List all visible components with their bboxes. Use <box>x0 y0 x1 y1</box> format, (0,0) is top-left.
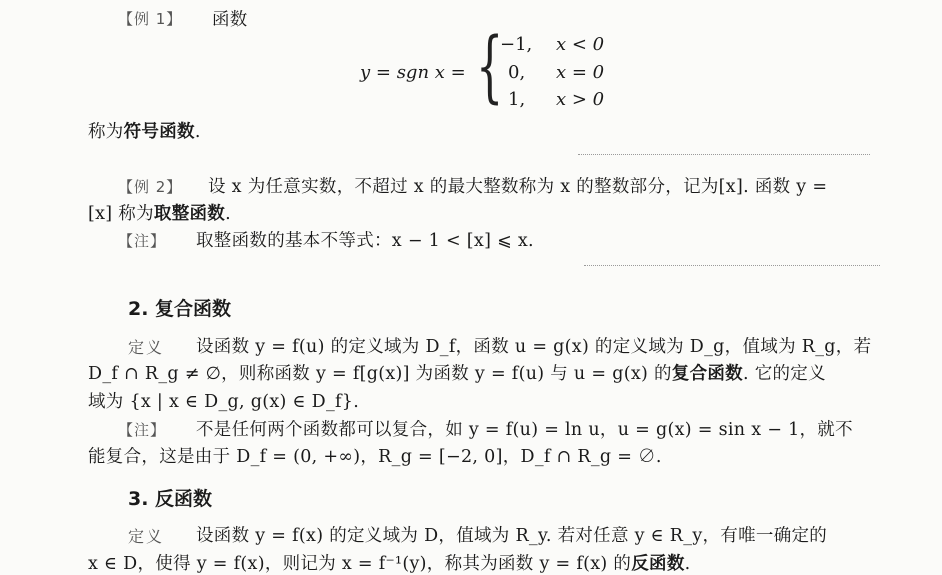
sign-function-term: 符号函数 <box>123 122 195 142</box>
note-2-line-1: 不是任何两个函数都可以复合，如 y = f(u) = ln u，u = g(x) = sin x − 1，就不 <box>196 420 853 440</box>
inverse-function-term: 反函数 <box>631 554 685 574</box>
definition-2-line-1: 设函数 y = f(u) 的定义域为 D_f，函数 u = g(x) 的定义域为 D_g，值域为 R_g，若 <box>196 337 872 357</box>
dotted-separator-2 <box>584 265 880 266</box>
definition-3-text-a: x ∈ D，使得 y = f(x)，则记为 x = f⁻¹(y)，称其为函数 y = f(x) 的 <box>88 554 632 574</box>
composite-function-term: 复合函数 <box>671 364 743 384</box>
definition-3-line-2 <box>88 550 691 575</box>
definition-3-line-1: 设函数 y = f(x) 的定义域为 D，值域为 R_y. 若对任意 y ∈ R_y，有唯一确定的 <box>196 526 828 546</box>
definition-2-text-a: D_f ∩ R_g ≠ ∅，则称函数 y = f[g(x)] 为函数 y = f(u) 与 u = g(x) 的 <box>88 364 672 384</box>
definition-3-label: 定义 <box>128 527 165 546</box>
case-cond-3: x > 0 <box>556 89 605 110</box>
definition-2-line-3: 域为 {x | x ∈ D_g, g(x) ∈ D_f}. <box>88 392 360 412</box>
case-cond-1: x < 0 <box>556 34 605 55</box>
example-1-head: 函数 <box>212 10 248 30</box>
definition-2-label: 定义 <box>128 338 165 357</box>
floor-function-term: 取整函数 <box>153 204 226 224</box>
example-1-tag: 【例 1】 <box>118 10 183 28</box>
case-value-2: 0, <box>508 62 526 83</box>
definition-2-text-c: . 它的定义 <box>742 364 826 384</box>
case-value-1: −1, <box>500 34 533 55</box>
sign-function-text-a: 称为 <box>88 122 124 142</box>
note-1-tag: 【注】 <box>118 232 167 250</box>
note-1-text: 取整函数的基本不等式：x − 1 < [x] ⩽ x. <box>196 231 534 251</box>
note-2-tag: 【注】 <box>118 421 167 439</box>
section-2-heading: 2. 复合函数 <box>128 298 232 320</box>
note-2-line-2: 能复合，这是由于 D_f = (0, +∞)，R_g = [−2, 0]，D_f ∩ R_g = ∅. <box>88 447 662 467</box>
definition-2-line-2 <box>88 360 826 385</box>
section-3-heading: 3. 反函数 <box>128 488 213 510</box>
dotted-separator-1 <box>578 154 870 155</box>
example-2-text-a: [x] 称为 <box>88 204 154 224</box>
cases-brace: { <box>476 22 504 112</box>
definition-3-text-c: . <box>684 554 691 574</box>
sgn-lhs: y = sgn x = <box>360 62 466 83</box>
example-2-tag: 【例 2】 <box>118 178 183 196</box>
example-2-line-1: 设 x 为任意实数，不超过 x 的最大整数称为 x 的整数部分，记为[x]. 函数 y = <box>208 177 828 197</box>
sign-function-sentence <box>88 118 201 143</box>
case-cond-2: x = 0 <box>556 62 605 83</box>
sign-function-text-c: . <box>194 122 201 142</box>
example-2-text-c: . <box>225 204 231 224</box>
example-2-line-2 <box>88 200 231 225</box>
case-value-3: 1, <box>508 89 526 110</box>
